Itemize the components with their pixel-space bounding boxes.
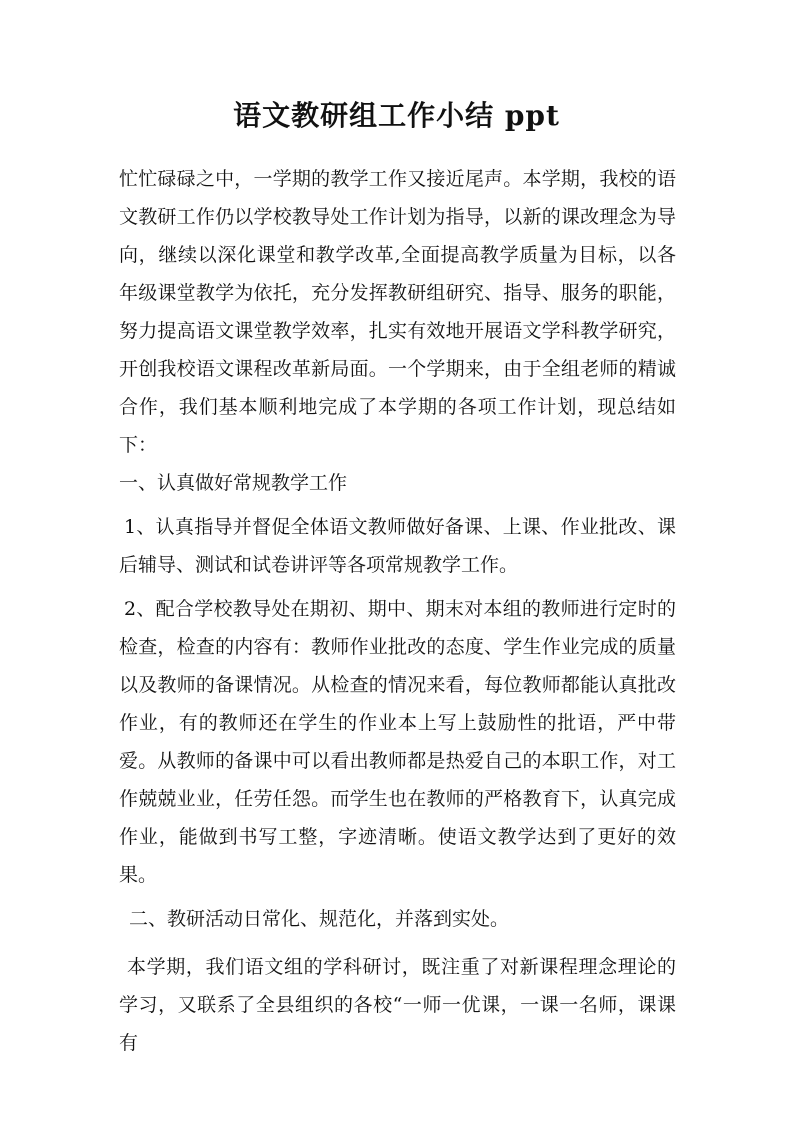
item-paragraph-1: 1、认真指导并督促全体语文教师做好备课、上课、作业批改、课后辅导、测试和试卷讲评等各项常规教学工作。 <box>119 516 676 576</box>
section-2-paragraph: 本学期，我们语文组的学科研讨，既注重了对新课程理念理论的学习，又联系了全县组织的各校“一师一优课，一课一名师，课课有 <box>119 956 676 1054</box>
document-title: 语文教研组工作小结 ppt <box>233 99 560 132</box>
item-paragraph-2: 2、配合学校教导处在期初、期中、期末对本组的教师进行定时的检查，检查的内容有：教师作业批改的态度、学生作业完成的质量以及教师的备课情况。从检查的情况来看，每位教师都能认真批改作业，有的教师还在学生的作业本上写上鼓励性的批语，严中带爱。从教师的备课中可以看出教师都是热爱自己的本职工作，对工作兢兢业业，任劳任怨。而学生也在教师的严格教育下，认真完成作业，能做到书写工整，字迹清晰。使语文教学达到了更好的效果。 <box>119 598 676 886</box>
section-heading-1: 一、认真做好常规教学工作 <box>119 472 348 494</box>
document-body <box>119 160 676 1062</box>
section-heading-2: 二、教研活动日常化、规范化，并落到实处。 <box>129 908 510 930</box>
intro-paragraph: 忙忙碌碌之中，一学期的教学工作又接近尾声。本学期，我校的语文教研工作仍以学校教导处工作计划为指导，以新的课改理念为导向，继续以深化课堂和教学改革,全面提高教学质量为目标，以各年级课堂教学为依托，充分发挥教研组研究、指导、服务的职能，努力提高语文课堂教学效率，扎实有效地开展语文学科教学研究，开创我校语文课程改革新局面。一个学期来，由于全组老师的精诚合作，我们基本顺利地完成了本学期的各项工作计划，现总结如下： <box>119 168 676 456</box>
